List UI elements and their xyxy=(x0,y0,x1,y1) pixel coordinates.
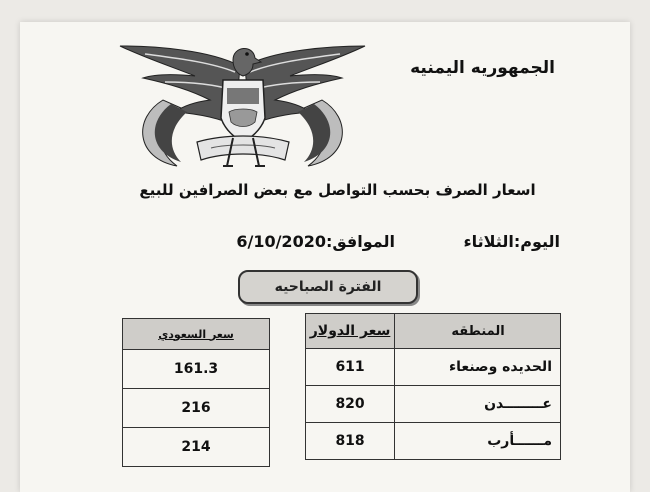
table-row xyxy=(123,389,270,428)
table-row xyxy=(306,349,561,386)
usd-rate-cell: 820 xyxy=(306,386,395,423)
table-header-row xyxy=(306,314,561,349)
table-row xyxy=(123,350,270,389)
yemen-eagle-emblem-icon xyxy=(115,38,370,183)
table-header-row xyxy=(123,319,270,350)
region-cell: مــــــأرب xyxy=(395,423,561,460)
exchange-rate-table xyxy=(305,313,561,460)
header-sar-rate: سعر السعودي xyxy=(123,319,270,350)
table-row xyxy=(306,423,561,460)
usd-rate-cell: 611 xyxy=(306,349,395,386)
table-row xyxy=(123,428,270,467)
date-label: الموافق:6/10/2020 xyxy=(236,232,395,251)
header-region: المنطقه xyxy=(395,314,561,349)
period-badge: الفترة الصباحيه xyxy=(238,270,418,304)
document-headline: اسعار الصرف بحسب التواصل مع بعض الصرافين للبيع xyxy=(139,181,536,199)
sar-rate-cell: 216 xyxy=(123,389,270,428)
saudi-rate-table xyxy=(122,318,270,467)
day-label: اليوم:الثلاثاء xyxy=(463,232,560,251)
country-title: الجمهوريه اليمنيه xyxy=(410,58,555,78)
usd-rate-cell: 818 xyxy=(306,423,395,460)
sar-rate-cell: 161.3 xyxy=(123,350,270,389)
region-cell: الحديده وصنعاء xyxy=(395,349,561,386)
header-usd-rate: سعر الدولار xyxy=(306,314,395,349)
table-row xyxy=(306,386,561,423)
sar-rate-cell: 214 xyxy=(123,428,270,467)
region-cell: عــــــــدن xyxy=(395,386,561,423)
